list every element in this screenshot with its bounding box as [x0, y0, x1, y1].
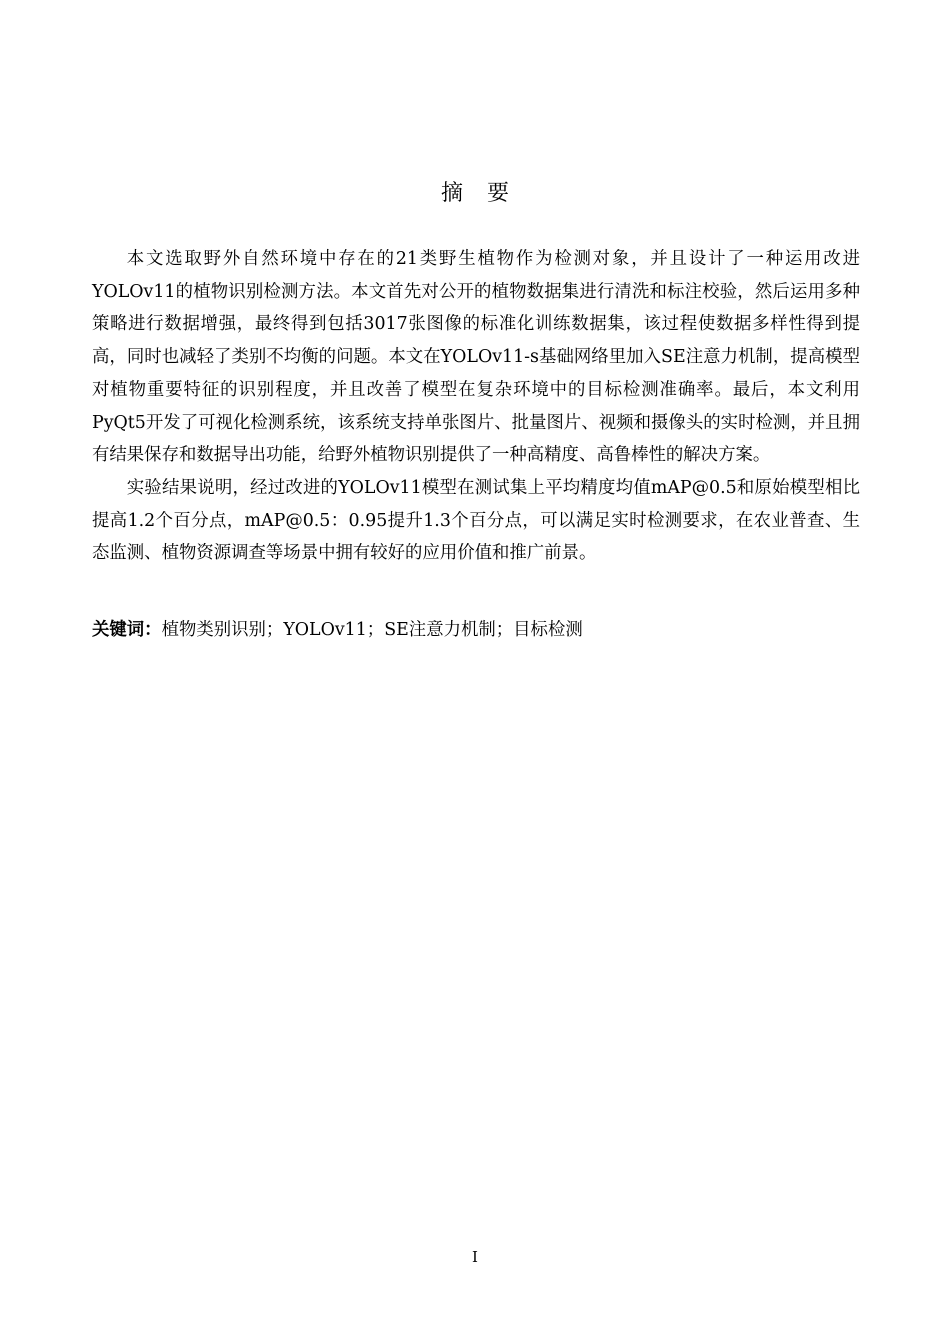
keywords-label: 关键词：	[92, 620, 162, 640]
page-number: I	[472, 1248, 478, 1266]
keywords-list: 植物类别识别；YOLOv11；SE注意力机制；目标检测	[161, 620, 583, 640]
abstract-body	[92, 243, 860, 570]
keywords-line	[92, 614, 860, 646]
abstract-paragraph-2: 实验结果说明，经过改进的YOLOv11模型在测试集上平均精度均值mAP@0.5和原始模型相比提高1.2个百分点，mAP@0.5：0.95提升1.3个百分点，可以满足实时检测要求，在农业普查、生态监测、植物资源调查等场景中拥有较好的应用价值和推广前景。	[92, 477, 860, 564]
abstract-title: 摘要	[440, 181, 533, 206]
abstract-paragraph-1: 本文选取野外自然环境中存在的21类野生植物作为检测对象，并且设计了一种运用改进YOLOv11的植物识别检测方法。本文首先对公开的植物数据集进行清洗和标注校验，然后运用多种策略进行数据增强，最终得到包括3017张图像的标准化训练数据集，该过程使数据多样性得到提高，同时也减轻了类别不均衡的问题。本文在YOLOv11-s基础网络里加入SE注意力机制，提高模型对植物重要特征的识别程度，并且改善了模型在复杂环境中的目标检测准确率。最后，本文利用PyQt5开发了可视化检测系统，该系统支持单张图片、批量图片、视频和摄像头的实时检测，并且拥有结果保存和数据导出功能，给野外植物识别提供了一种高精度、高鲁棒性的解决方案。	[92, 249, 860, 466]
